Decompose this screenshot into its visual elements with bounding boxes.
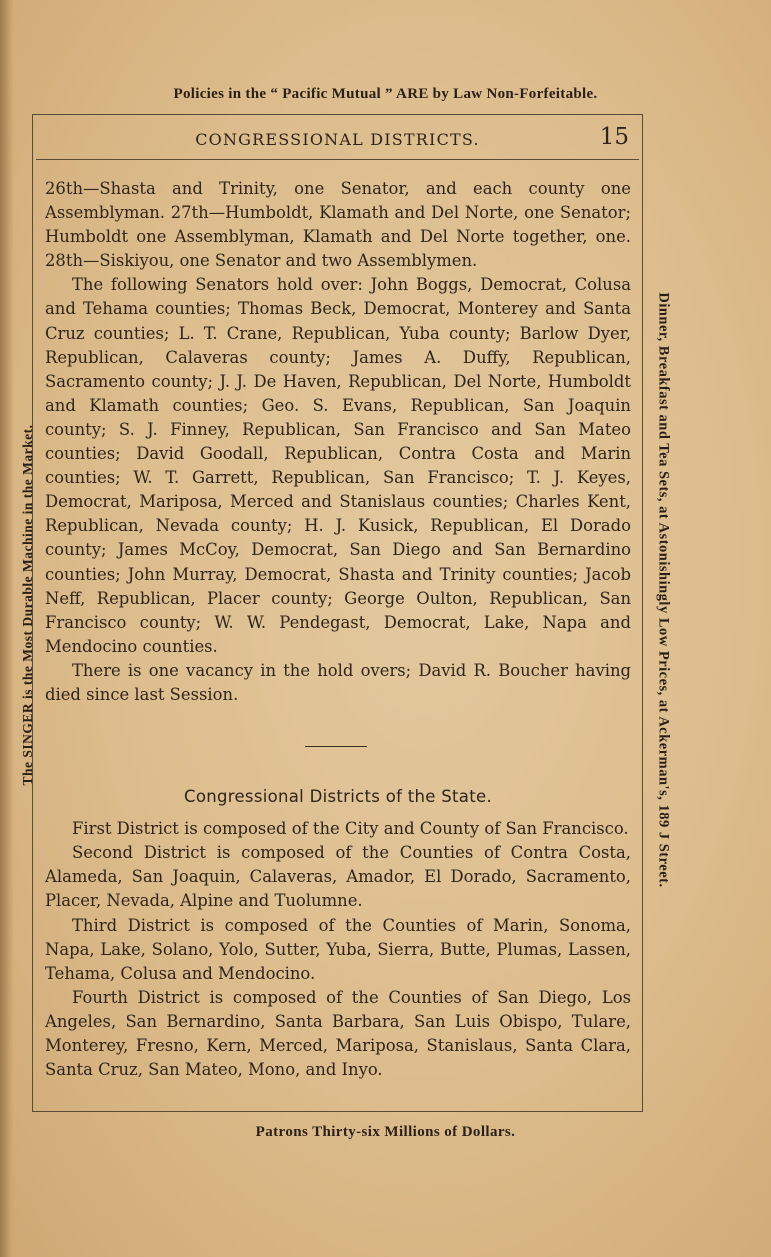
header-rule — [36, 159, 639, 160]
district-paragraph: First District is composed of the City and County of San Francisco. — [72, 819, 629, 839]
left-margin-advertisement-text: The SINGER is the Most Durable Machine in the Market. — [20, 424, 35, 786]
bottom-advertisement-banner: Patrons Thirty-six Millions of Dollars. — [255, 1124, 516, 1140]
book-spine-edge — [0, 0, 14, 1257]
page-body — [45, 177, 631, 1082]
page-number: 15 — [599, 124, 629, 150]
section-heading: Congressional Districts of the State. — [184, 787, 492, 807]
district-paragraph: Third District is composed of the Counties of Marin, Sonoma, Napa, Lake, Solano, Yolo, Sutter, Yuba, Sierra, Butte, Plumas, Lassen, Tehama, Colusa and Mendocino. — [45, 915, 631, 983]
district-paragraph: Second District is composed of the Counties of Contra Costa, Alameda, San Joaquin, Calaveras, Amador, El Dorado, Sacramento, Placer, Nevada, Alpine and Tuolumne. — [45, 843, 631, 911]
body-paragraph: There is one vacancy in the hold overs; David R. Boucher having died since last Session. — [45, 660, 631, 704]
running-head — [36, 124, 639, 154]
body-paragraph: The following Senators hold over: John Boggs, Democrat, Colusa and Tehama counties; Thomas Beck, Democrat, Monterey and Santa Cruz counties; L. T. Crane, Republican, Yuba county; Barlow Dyer, Republican, Calaveras county; James A. Duffy, Republican, Sacramento county; J. J. De Haven, Republican, Del Norte, Humboldt and Klamath counties; Geo. S. Evans, Republican, San Joaquin county; S. J. Finney, Republican, San Francisco and San Mateo counties; David Goodall, Republican, Contra Costa and Marin counties; W. T. Garrett, Republican, San Francisco; T. J. Keyes, Democrat, Mariposa, Merced and Stanislaus counties; Charles Kent, Republican, Nevada county; H. J. Kusick, Republican, El Dorado county; James McCoy, Democrat, San Diego and San Bernardino counties; John Murray, Democrat, Shasta and Trinity counties; Jacob Neff, Republican, Placer county; George Oulton, Republican, San Francisco county; W. W. Pendegast, Democrat, Lake, Napa and Mendocino counties. — [45, 275, 631, 656]
body-paragraph: 26th—Shasta and Trinity, one Senator, and each county one Assemblyman. 27th—Humboldt, Klamath and Del Norte, one Senator; Humboldt one Assemblyman, Klamath and Del Norte together, one. 28th—Siskiyou, one Senator and two Assemblymen. — [45, 179, 631, 271]
section-separator-rule — [305, 746, 367, 747]
district-paragraph: Fourth District is composed of the Counties of San Diego, Los Angeles, San Bernardino, Santa Barbara, San Luis Obispo, Tulare, Monterey, Fresno, Kern, Merced, Mariposa, Stanislaus, Santa Clara, Santa Cruz, San Mateo, Mono, and Inyo. — [45, 987, 631, 1080]
top-advertisement-banner: Policies in the “ Pacific Mutual ” ARE by Law Non-Forfeitable. — [173, 86, 598, 102]
right-margin-advertisement-text: Dinner, Breakfast and Tea Sets, at Astonishingly Low Prices, at Ackerman's, 189 J Street. — [655, 292, 672, 888]
running-head-title: CONGRESSIONAL DISTRICTS. — [195, 130, 480, 149]
